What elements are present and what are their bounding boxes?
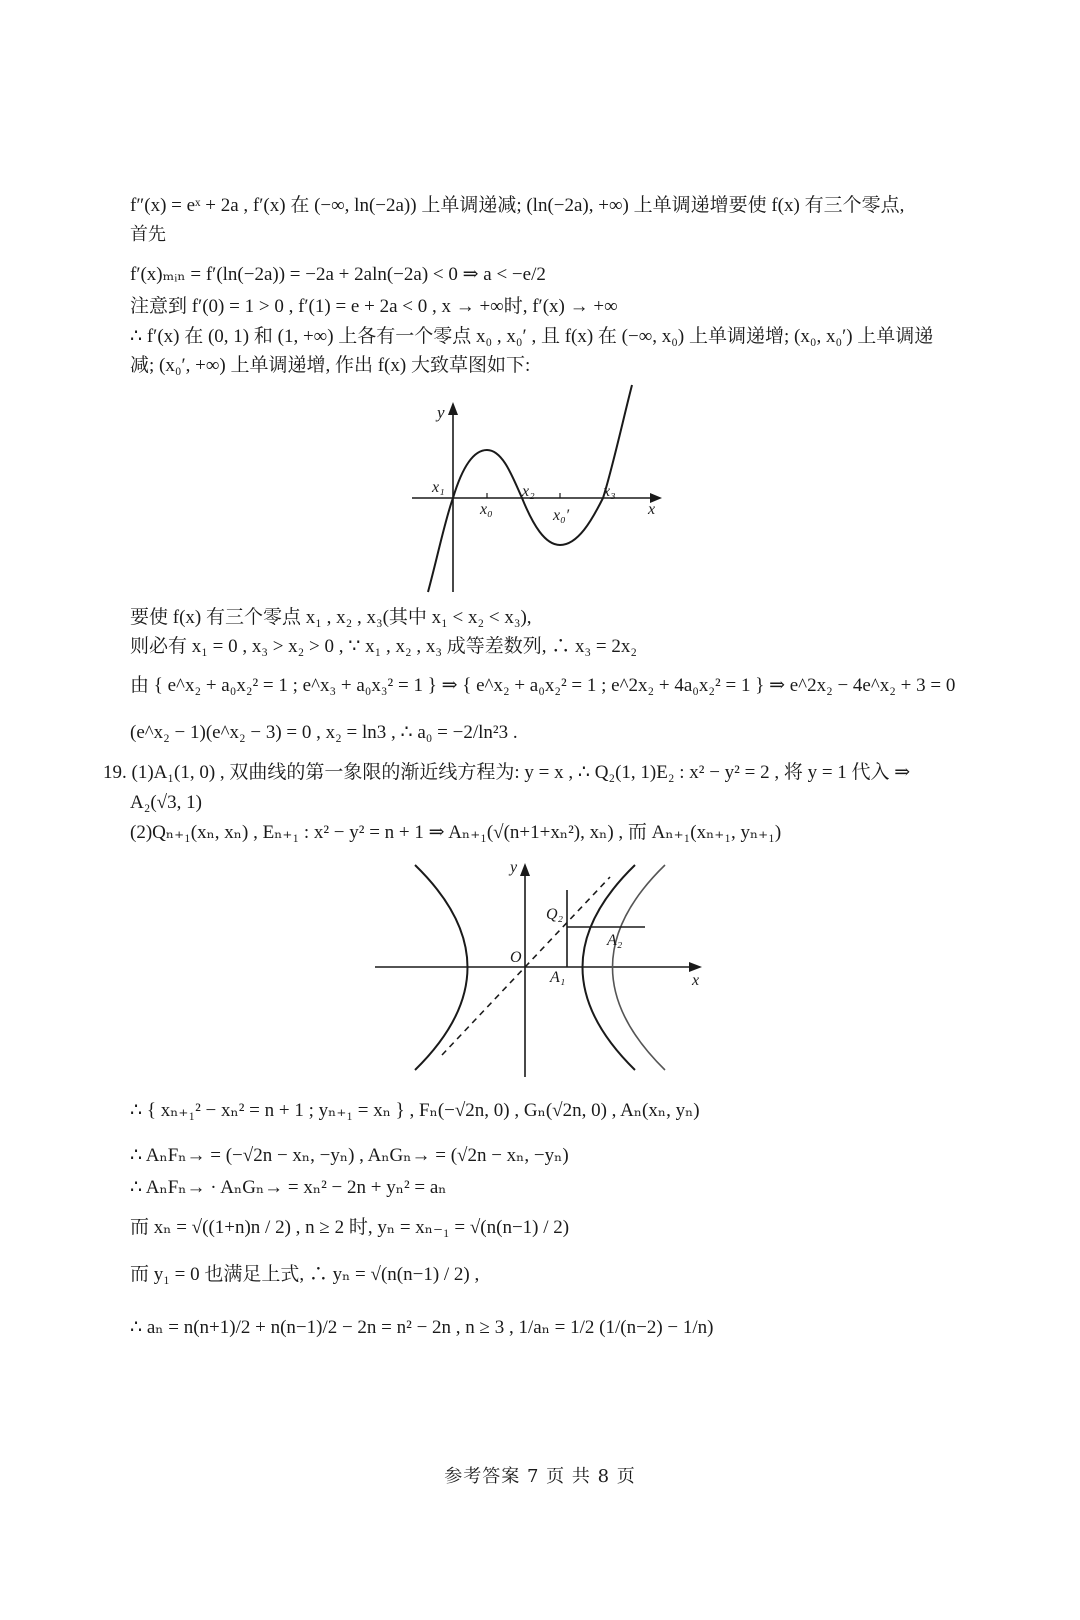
text-line-7: 要使 f(x) 有三个零点 x₁ , x₂ , x₃(其中 x₁ < x₂ < x₃), — [130, 607, 532, 628]
text-line-2: 首先 — [130, 224, 166, 245]
text-line-3: f′(x)ₘᵢₙ = f′(ln(−2a)) = −2a + 2aln(−2a) < 0 ⇒ a < −e/2 — [130, 264, 546, 285]
y-axis-arrow — [448, 402, 458, 415]
label-x: x — [692, 972, 700, 989]
label-x: x — [648, 501, 656, 518]
text-line-13: ∴ AₙFₙ→ · AₙGₙ→ = xₙ² − 2n + yₙ² = aₙ — [130, 1177, 447, 1198]
text-line-14: 而 xₙ = √((1+n)n / 2) , n ≥ 2 时, yₙ = xₙ₋₁ = √(n(n−1) / 2) — [130, 1217, 570, 1238]
text-line-11: ∴ { xₙ₊₁² − xₙ² = n + 1 ; yₙ₊₁ = xₙ } , Fₙ(−√2n, 0) , Gₙ(√2n, 0) , Aₙ(xₙ, yₙ) — [130, 1100, 700, 1121]
label-x1: x₁ — [432, 479, 445, 496]
y-axis-arrow — [520, 863, 530, 876]
text-line-6: 减; (x₀′, +∞) 上单调递增, 作出 f(x) 大致草图如下: — [130, 355, 531, 376]
x-axis-arrow — [689, 962, 702, 972]
text-line-4: 注意到 f′(0) = 1 > 0 , f′(1) = e + 2a < 0 , x → +∞时, f′(x) → +∞ — [130, 296, 618, 317]
problem-19-line-3: (2)Qₙ₊₁(xₙ, xₙ) , Eₙ₊₁ : x² − y² = n + 1 ⇒ Aₙ₊₁(√(n+1+xₙ²), xₙ) , 而 Aₙ₊₁(xₙ₊₁, yₙ₊₁) — [130, 822, 782, 843]
text-line-5: ∴ f′(x) 在 (0, 1) 和 (1, +∞) 上各有一个零点 x₀ , x₀′ , 且 f(x) 在 (−∞, x₀) 上单调递增; (x₀, x₀′) 上单调递 — [130, 326, 934, 347]
problem-19-line-1: 19. (1)A₁(1, 0) , 双曲线的第一象限的渐近线方程为: y = x , ∴ Q₂(1, 1)E₂ : x² − y² = 2 , 将 y = 1 代入 ⇒ — [103, 762, 911, 783]
text-line-16: ∴ aₙ = n(n+1)/2 + n(n−1)/2 − 2n = n² − 2n , n ≥ 3 , 1/aₙ = 1/2 (1/(n−2) − 1/n) — [130, 1317, 714, 1338]
cubic-sketch-figure — [400, 380, 680, 605]
label-a2: A₂ — [607, 932, 623, 949]
label-x0: x₀ — [480, 501, 493, 518]
label-y: y — [510, 859, 518, 876]
label-a1: A₁ — [550, 969, 566, 986]
label-x0p: x₀′ — [553, 507, 570, 524]
label-x2: x₂ — [522, 483, 535, 500]
page-footer: 参考答案 7 页 共 8 页 — [444, 1466, 636, 1487]
text-line-10: (e^x₂ − 1)(e^x₂ − 3) = 0 , x₂ = ln3 , ∴ a₀ = −2/ln²3 . — [130, 722, 518, 743]
text-line-12: ∴ AₙFₙ→ = (−√2n − xₙ, −yₙ) , AₙGₙ→ = (√2n − xₙ, −yₙ) — [130, 1145, 569, 1166]
label-q2: Q₂ — [546, 906, 564, 923]
text-line-8: 则必有 x₁ = 0 , x₃ > x₂ > 0 , ∵ x₁ , x₂ , x₃ 成等差数列, ∴ x₃ = 2x₂ — [130, 636, 637, 657]
text-line-1: f″(x) = eˣ + 2a , f′(x) 在 (−∞, ln(−2a)) 上单调递减; (ln(−2a), +∞) 上单调递增要使 f(x) 有三个零点, — [130, 195, 905, 216]
text-line-15: 而 y₁ = 0 也满足上式, ∴ yₙ = √(n(n−1) / 2) , — [130, 1264, 480, 1285]
label-x3: x₃ — [603, 483, 616, 500]
label-y: y — [437, 403, 445, 422]
hyperbola-figure — [370, 855, 715, 1080]
problem-19-line-2: A₂(√3, 1) — [130, 792, 202, 813]
text-line-9: 由 { e^x₂ + a₀x₂² = 1 ; e^x₃ + a₀x₃² = 1 } ⇒ { e^x₂ + a₀x₂² = 1 ; e^2x₂ + 4a₀x₂² = 1 } ⇒ e^2x₂ − 4e^x₂ + 3 = 0 — [130, 675, 956, 696]
label-origin: O — [510, 949, 522, 966]
